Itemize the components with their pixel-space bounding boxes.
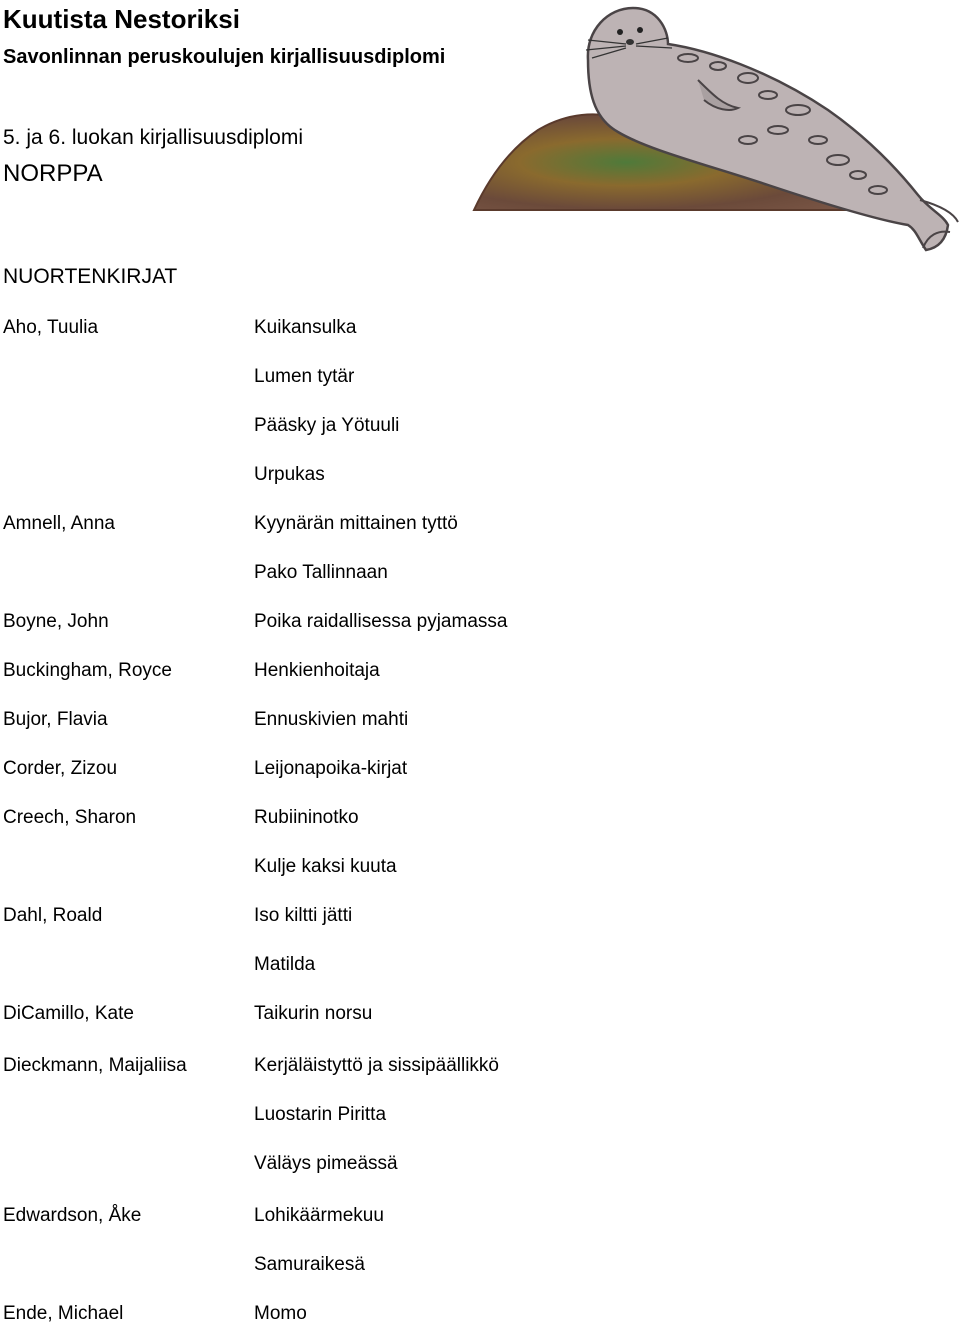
author-name: Corder, Zizou — [3, 758, 118, 779]
book-title: Lumen tytär — [254, 366, 355, 387]
book-title: Kerjäläistyttö ja sissipäällikkö — [254, 1055, 499, 1076]
book-title: Leijonapoika-kirjat — [254, 758, 408, 779]
book-title: Matilda — [254, 954, 316, 975]
book-title: Poika raidallisessa pyjamassa — [254, 611, 508, 632]
book-title: Samuraikesä — [254, 1254, 365, 1275]
book-title: Pako Tallinnaan — [254, 562, 388, 583]
author-name: Aho, Tuulia — [3, 317, 99, 338]
author-name: Bujor, Flavia — [3, 709, 108, 730]
book-title: Lohikäärmekuu — [254, 1205, 384, 1226]
book-title: Iso kiltti jätti — [254, 905, 353, 926]
book-title: Henkienhoitaja — [254, 660, 380, 681]
book-title: Kuikansulka — [254, 317, 357, 338]
book-title: Väläys pimeässä — [254, 1153, 398, 1174]
author-name: Dahl, Roald — [3, 905, 103, 926]
diploma-name: NORPPA — [3, 160, 103, 187]
author-name: Boyne, John — [3, 611, 109, 632]
author-name: Ende, Michael — [3, 1303, 124, 1324]
book-title: Rubiininotko — [254, 807, 359, 828]
document-subtitle: Savonlinnan peruskoulujen kirjallisuusdiplomi — [3, 46, 446, 68]
book-title: Urpukas — [254, 464, 325, 485]
author-name: Buckingham, Royce — [3, 660, 172, 681]
author-name: Amnell, Anna — [3, 513, 115, 534]
seal-nose — [626, 39, 634, 45]
book-title: Luostarin Piritta — [254, 1104, 387, 1125]
author-name: DiCamillo, Kate — [3, 1003, 134, 1024]
book-title: Kyynärän mittainen tyttö — [254, 513, 458, 534]
author-name: Dieckmann, Maijaliisa — [3, 1055, 187, 1076]
book-title: Momo — [254, 1303, 307, 1324]
section-title: NUORTENKIRJAT — [3, 265, 178, 288]
author-name: Creech, Sharon — [3, 807, 137, 828]
grade-line: 5. ja 6. luokan kirjallisuusdiplomi — [3, 126, 303, 149]
book-title: Taikurin norsu — [254, 1003, 373, 1024]
book-title: Ennuskivien mahti — [254, 709, 409, 730]
author-name: Edwardson, Åke — [3, 1205, 142, 1226]
seal-eye-left — [617, 29, 623, 35]
book-title: Pääsky ja Yötuuli — [254, 415, 400, 436]
book-title: Kulje kaksi kuuta — [254, 856, 397, 877]
document-title: Kuutista Nestoriksi — [3, 4, 240, 34]
seal-illustration-icon — [468, 0, 960, 262]
seal-eye-right — [637, 27, 643, 33]
